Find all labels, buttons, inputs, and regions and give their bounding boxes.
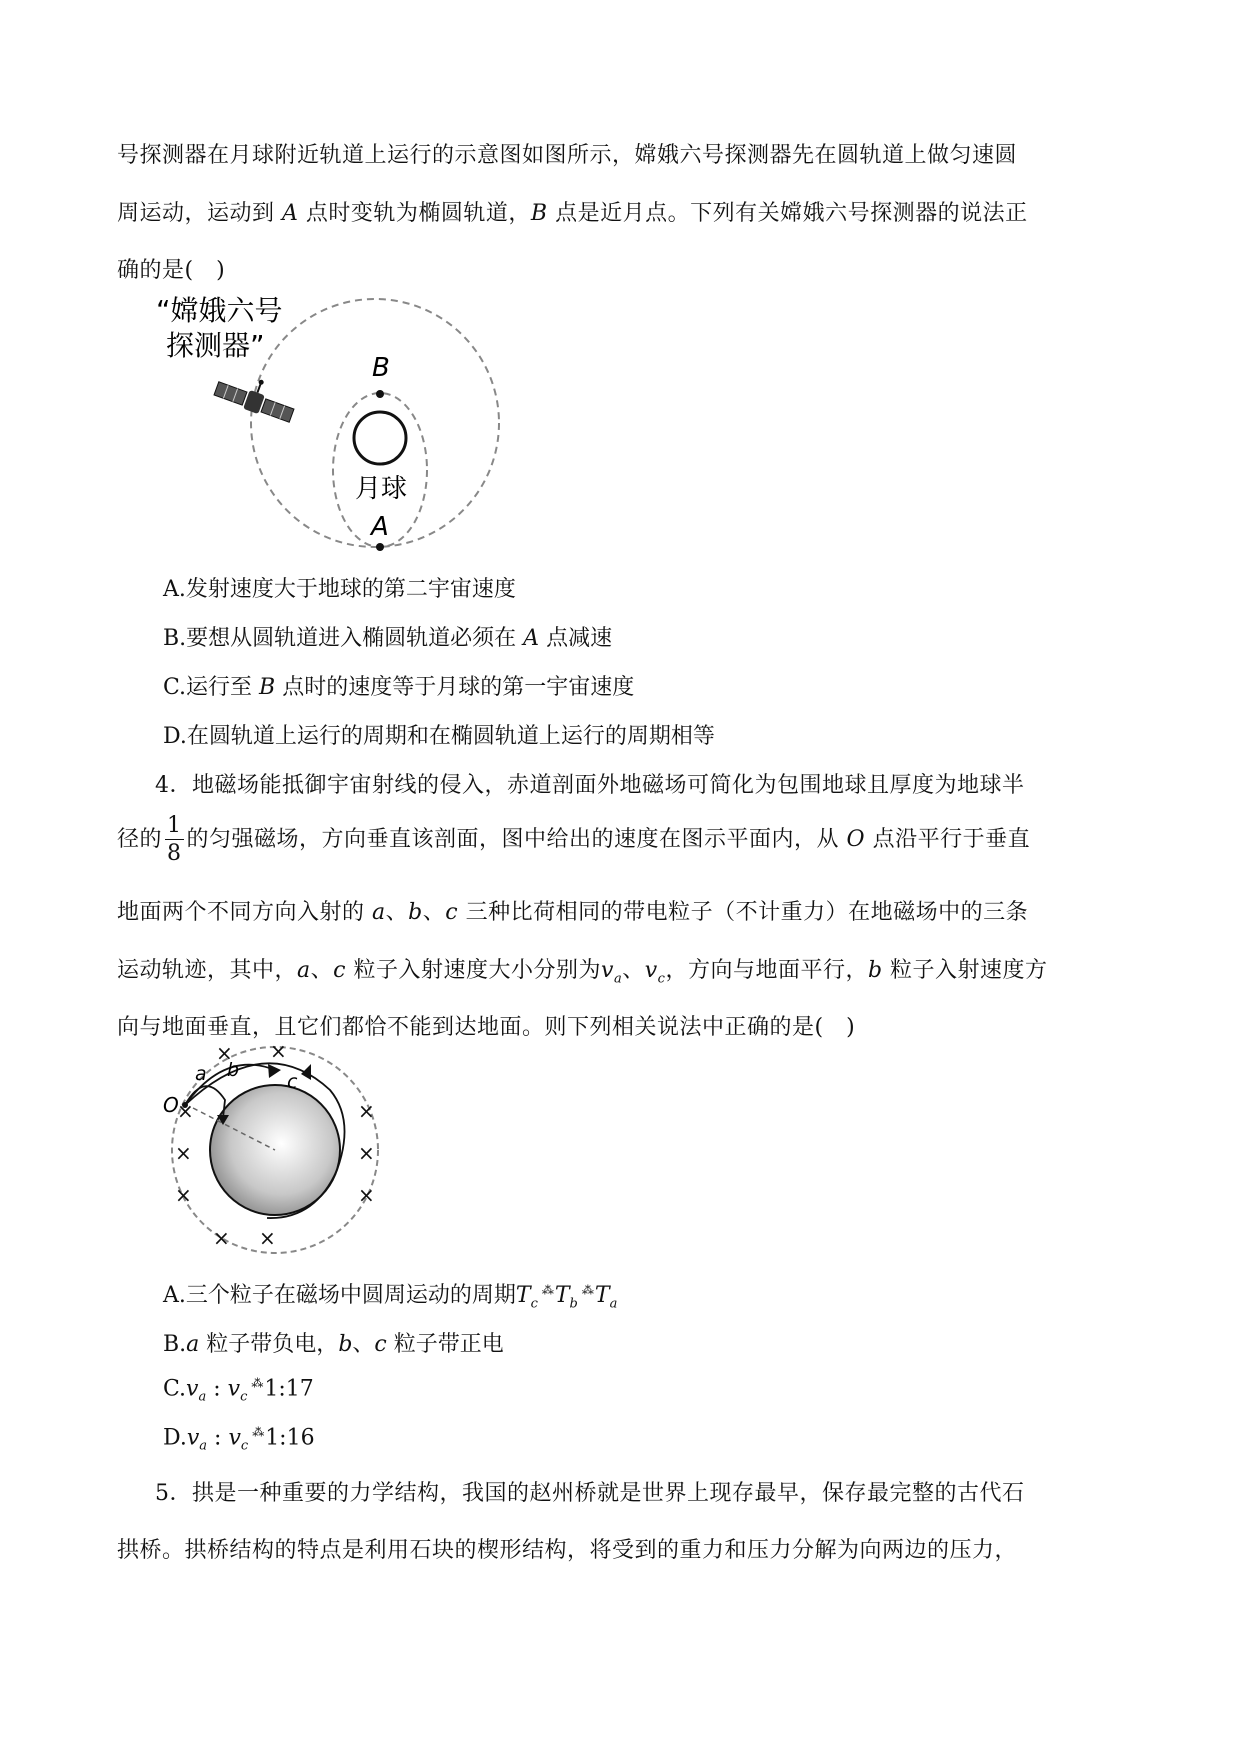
point-b-dot bbox=[376, 390, 384, 398]
label-c: c bbox=[287, 1071, 298, 1093]
q4-option-b: B.a 粒子带负电，b、c 粒子带正电 bbox=[163, 1332, 504, 1357]
q4-line-2: 径的 $\frac{1}{8}$ 的匀强磁场，方向垂直该剖面，图中给出的速度在图示平面内，从 O 点沿平行于垂直 bbox=[117, 813, 1031, 866]
q3-line-3: 确的是( ) bbox=[117, 258, 226, 283]
q4-option-c: $C.v_a$ : $v_c^⁂1:17$ bbox=[163, 1376, 314, 1405]
point-a-dot bbox=[376, 543, 384, 551]
q5-line-2: 拱桥。拱桥结构的特点是利用石块的楔形结构，将受到的重力和压力分解为向两边的压力， bbox=[117, 1538, 1018, 1563]
cross-6: × bbox=[358, 1099, 375, 1123]
q3-line-2: 周运动，运动到 A 点时变轨为椭圆轨道，B 点是近月点。下列有关嫦娥六号探测器的说法正 bbox=[117, 201, 1028, 226]
q3-option-a: A.发射速度大于地球的第二宇宙速度 bbox=[163, 577, 516, 602]
q3-option-c: C.运行至 B 点时的速度等于月球的第一宇宙速度 bbox=[163, 675, 635, 700]
q4-option-d: $D.v_a$ : $v_c^⁂1:16$ bbox=[163, 1425, 315, 1454]
magnetic-field-diagram bbox=[155, 1040, 395, 1260]
q5-line-1: 5．拱是一种重要的力学结构，我国的赵州桥就是世界上现存最早，保存最完整的古代石 bbox=[155, 1481, 1025, 1506]
satellite-icon bbox=[213, 366, 300, 425]
q3-option-b: B.要想从圆轨道进入椭圆轨道必须在 A 点减速 bbox=[163, 626, 613, 651]
q4-line-1: 4．地磁场能抵御宇宙射线的侵入，赤道剖面外地磁场可简化为包围地球且厚度为地球半 bbox=[155, 773, 1025, 798]
cross-8: × bbox=[358, 1183, 375, 1207]
q4-option-a: A.三个粒子在磁场中圆周运动的周期$T_c^⁂T_b^⁂T_a$ bbox=[163, 1282, 618, 1312]
cross-3: × bbox=[177, 1099, 194, 1123]
cross-9: × bbox=[213, 1226, 230, 1250]
fraction-one-eighth: $\frac{1}{8}$ bbox=[167, 813, 182, 866]
label-b: b bbox=[227, 1059, 240, 1081]
moon-label: 月球 bbox=[355, 474, 408, 504]
cross-4: × bbox=[175, 1141, 192, 1165]
cross-2: × bbox=[270, 1040, 287, 1063]
moon-circle bbox=[354, 412, 406, 464]
cross-10: × bbox=[259, 1226, 276, 1250]
q4-line-4: 运动轨迹，其中，a、c 粒子入射速度大小分别为$v_a$、$v_c$，方向与地面平行，b 粒子入射速度方 bbox=[117, 958, 1048, 987]
q4-line-5: 向与地面垂直，且它们都恰不能到达地面。则下列相关说法中正确的是( ) bbox=[117, 1015, 856, 1040]
probe-label-line1: “嫦娥六号 bbox=[156, 294, 283, 327]
cross-7: × bbox=[358, 1141, 375, 1165]
cross-5: × bbox=[175, 1183, 192, 1207]
arrow-b-icon bbox=[268, 1064, 281, 1078]
q3-line-1: 号探测器在月球附近轨道上运行的示意图如图所示，嫦娥六号探测器先在圆轨道上做匀速圆 bbox=[117, 143, 1018, 168]
q3-option-d: D.在圆轨道上运行的周期和在椭圆轨道上运行的周期相等 bbox=[163, 724, 715, 749]
q4-line-3: 地面两个不同方向入射的 a、b、c 三种比荷相同的带电粒子（不计重力）在地磁场中的三条 bbox=[117, 900, 1029, 925]
cross-1: × bbox=[216, 1041, 233, 1065]
origin-label: O bbox=[163, 1093, 179, 1117]
moon-orbit-diagram bbox=[150, 290, 530, 560]
point-b-label: B bbox=[372, 353, 390, 383]
arrow-c-icon bbox=[301, 1064, 311, 1080]
label-a: a bbox=[195, 1063, 207, 1085]
point-a-label: A bbox=[371, 512, 389, 542]
probe-label-line2: 探测器” bbox=[166, 329, 265, 362]
